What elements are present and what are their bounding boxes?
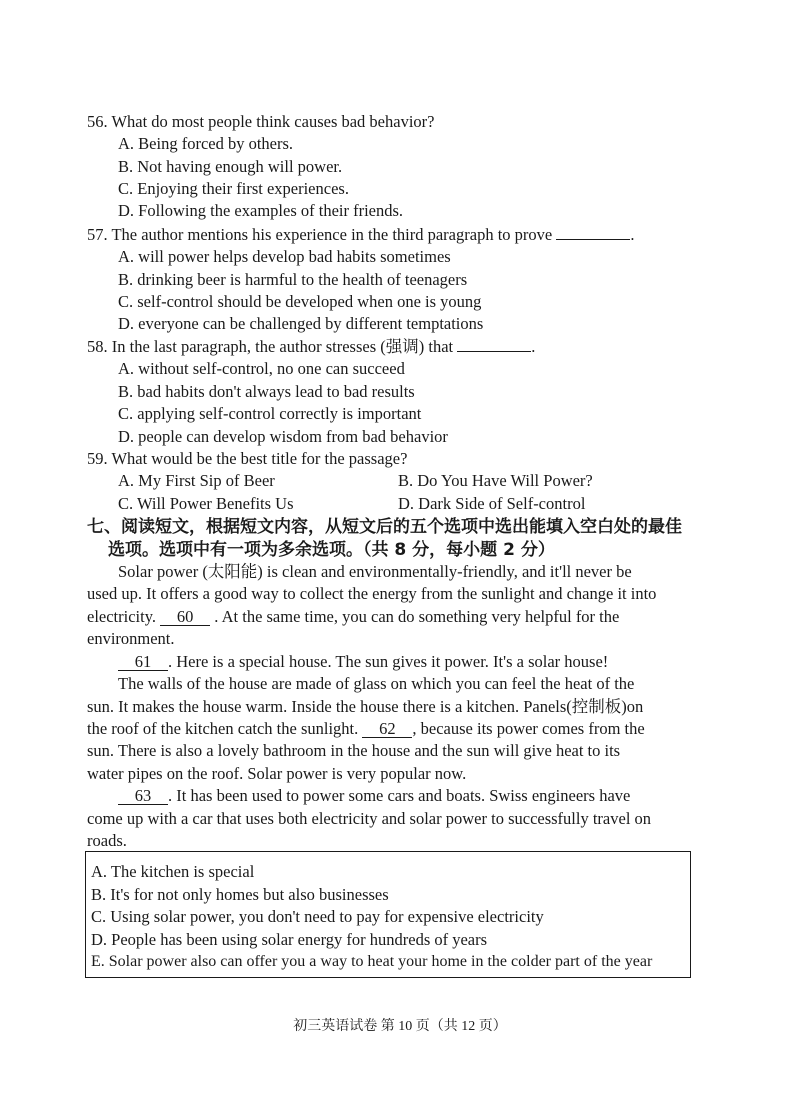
question-56-option-b [118,157,342,177]
answer-blank-63[interactable]: 63 [118,788,168,805]
question-57-stem [87,225,634,245]
option-text: Dark Side of Self-control [418,494,586,513]
option-text: My First Sip of Beer [138,471,275,490]
option-letter: A. [118,359,135,378]
passage-text: the roof of the kitchen catch the sunlight. [87,719,359,738]
question-number: 58. [87,337,108,356]
option-text: applying self-control correctly is important [137,404,422,423]
answer-blank[interactable] [457,351,531,352]
question-text: In the last paragraph, the author stresses (强调) that [111,337,454,356]
option-text: Being forced by others. [138,134,294,153]
option-text: Enjoying their first experiences. [137,179,349,198]
question-59-option-a [118,471,275,491]
question-56-option-a [118,134,293,154]
passage-text: electricity. [87,607,157,626]
option-letter: C. [118,494,134,513]
option-letter: D. [118,314,135,333]
passage-text: . At the same time, you can do something very helpful for the [214,607,620,626]
box-option-a: A. The kitchen is special [91,862,255,881]
question-end: . [630,225,635,244]
question-number: 59. [87,449,108,468]
question-56-option-d [118,201,403,221]
question-58-option-c [118,404,421,424]
answer-blank-60[interactable]: 60 [160,609,210,626]
question-number: 57. [87,225,108,244]
question-57-option-d [118,314,483,334]
passage-p3-line1: The walls of the house are made of glass on which you can feel the heat of the [118,674,635,693]
option-letter: D. [118,201,135,220]
box-option-d: D. People has been using solar energy for hundreds of years [91,930,488,949]
passage-p3-line3 [87,719,645,739]
box-option-b: B. It's for not only homes but also businesses [91,885,389,904]
passage-text: . Here is a special house. The sun gives it power. It's a solar house! [168,652,609,671]
question-59-option-c [118,494,294,514]
section-7-heading-line1: 七、阅读短文，根据短文内容，从短文后的五个选项中选出能填入空白处的最佳 [87,517,682,537]
option-letter: D. [118,427,135,446]
passage-text: , because its power comes from the [412,719,645,738]
question-58-option-b [118,382,415,402]
option-text: Not having enough will power. [137,157,343,176]
box-option-c: C. Using solar power, you don't need to pay for expensive electricity [91,907,544,926]
option-text: will power helps develop bad habits sometimes [138,247,451,266]
option-letter: B. [398,471,414,490]
option-text: people can develop wisdom from bad behavior [138,427,448,446]
option-letter: B. [118,382,134,401]
passage-p4-line2: come up with a car that uses both electricity and solar power to successfully travel on [87,809,652,828]
question-57-option-c [118,292,481,312]
question-56-stem [87,112,434,132]
question-58-option-d [118,427,448,447]
option-letter: A. [118,471,135,490]
option-letter: B. [118,270,134,289]
passage-p2-line1 [118,652,608,672]
question-text: What would be the best title for the passage? [111,449,408,468]
question-57-option-a [118,247,451,267]
option-letter: D. [398,494,415,513]
passage-p1-line4: environment. [87,629,175,648]
passage-p4-line3: roads. [87,831,127,850]
passage-p3-line5: water pipes on the roof. Solar power is very popular now. [87,764,467,783]
passage-p1-line2: used up. It offers a good way to collect the energy from the sunlight and change it into [87,584,657,603]
question-58-stem [87,337,535,357]
passage-p4-line1 [118,786,630,806]
question-57-option-b [118,270,467,290]
question-59-stem [87,449,407,469]
section-7-heading-line2: 选项。选项中有一项为多余选项。（共 8 分，每小题 2 分） [108,540,555,560]
question-59-option-d [398,494,585,514]
option-letter: C. [118,292,134,311]
answer-blank-61[interactable]: 61 [118,654,168,671]
passage-p3-line4: sun. There is also a lovely bathroom in the house and the sun will give heat to its [87,741,621,760]
question-number: 56. [87,112,108,131]
option-letter: A. [118,247,135,266]
option-text: Following the examples of their friends. [138,201,404,220]
box-option-e: E. Solar power also can offer you a way to heat your home in the colder part of the year [91,953,653,970]
question-text: The author mentions his experience in the third paragraph to prove [111,225,553,244]
passage-p1-line1: Solar power (太阳能) is clean and environmentally-friendly, and it'll never be [118,562,632,581]
option-letter: A. [118,134,135,153]
passage-p3-line2: sun. It makes the house warm. Inside the house there is a kitchen. Panels(控制板)on [87,697,644,716]
option-text: self-control should be developed when one is young [137,292,482,311]
option-text: Do You Have Will Power? [417,471,593,490]
option-text: Will Power Benefits Us [136,494,294,513]
page-footer: 初三英语试卷 第 10 页（共 12 页） [293,1019,507,1034]
answer-blank[interactable] [556,239,630,240]
passage-p1-line3 [87,607,619,627]
answer-blank-62[interactable]: 62 [362,721,412,738]
question-56-option-c [118,179,349,199]
option-text: bad habits don't always lead to bad results [137,382,415,401]
passage-text: . It has been used to power some cars and boats. Swiss engineers have [168,786,631,805]
option-text: without self-control, no one can succeed [138,359,405,378]
option-text: everyone can be challenged by different temptations [138,314,484,333]
question-59-option-b [398,471,593,491]
option-letter: B. [118,157,134,176]
question-end: . [531,337,536,356]
question-58-option-a [118,359,405,379]
option-letter: C. [118,404,134,423]
option-letter: C. [118,179,134,198]
question-text: What do most people think causes bad behavior? [111,112,435,131]
option-text: drinking beer is harmful to the health of teenagers [137,270,468,289]
